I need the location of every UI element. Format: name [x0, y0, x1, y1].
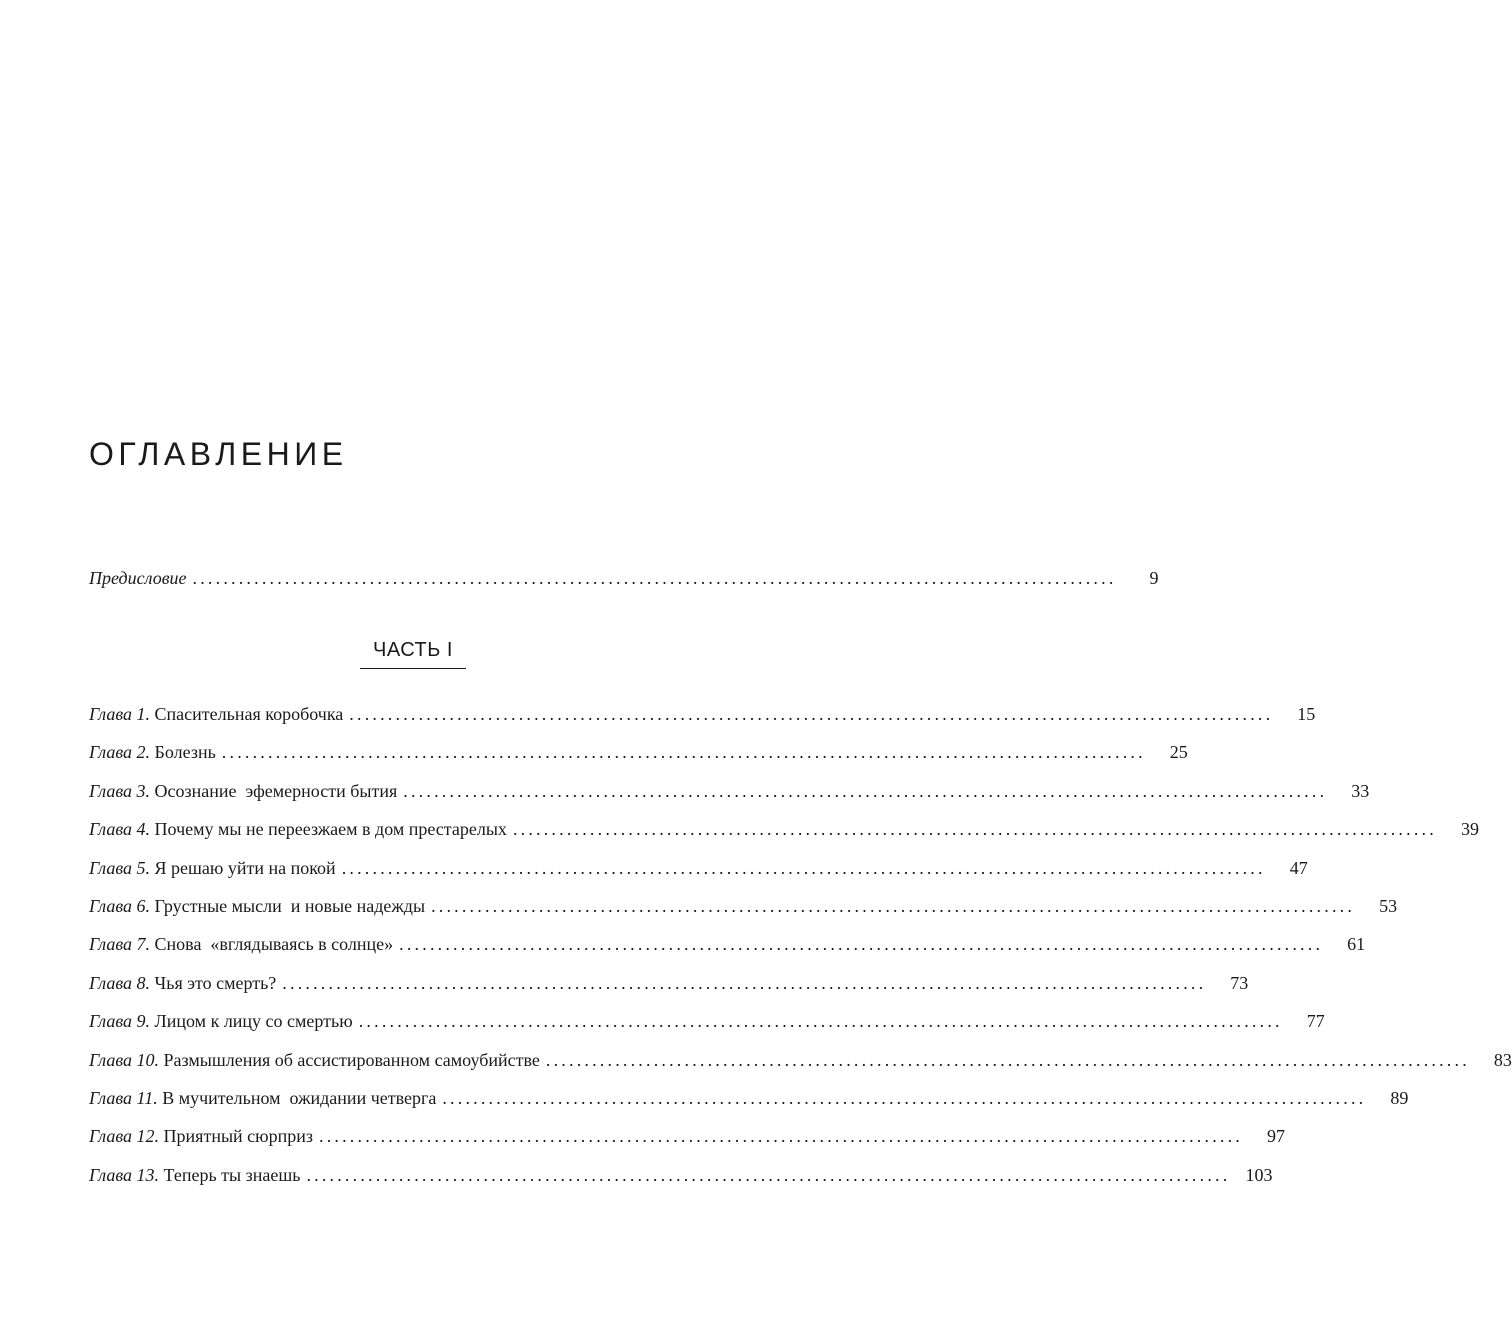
page-number: 33 — [1351, 781, 1370, 801]
page-number: 9 — [1149, 568, 1159, 588]
page-number: 61 — [1347, 934, 1366, 954]
preface-label: Предисловие — [89, 568, 187, 588]
chapter-prefix: Глава 11. — [89, 1088, 158, 1108]
dot-leader: ........................................................................................................................ — [192, 568, 1117, 588]
dot-leader: ........................................................................................................................ — [349, 704, 1274, 724]
toc-entry-chapter[interactable] — [89, 970, 1249, 996]
page-number: 97 — [1267, 1126, 1285, 1146]
chapter-prefix: Глава 12. — [89, 1126, 160, 1146]
dot-leader: ........................................................................................................................ — [403, 781, 1328, 801]
page-number: 39 — [1460, 819, 1479, 839]
toc-entry-chapter[interactable] — [89, 1008, 1325, 1034]
chapter-prefix: Глава 8. — [89, 973, 151, 993]
page-number: 73 — [1230, 973, 1249, 993]
page-number: 53 — [1379, 896, 1398, 916]
chapter-title: Грустные мысли и новые надежды — [154, 896, 426, 916]
dot-leader: ........................................................................................................................ — [512, 819, 1437, 839]
chapter-prefix: Глава 7. — [89, 934, 151, 954]
part-heading: ЧАСТЬ I — [360, 636, 466, 669]
toc-entry-preface[interactable] — [89, 565, 1159, 591]
toc-entry-chapter[interactable] — [89, 1085, 1409, 1111]
chapter-prefix: Глава 10. — [89, 1050, 160, 1070]
toc-entry-chapter[interactable] — [89, 701, 1316, 727]
chapter-title: В мучительном ожидании четверга — [162, 1088, 437, 1108]
chapter-title: Спасительная коробочка — [154, 704, 344, 724]
toc-entry-chapter[interactable] — [89, 816, 1479, 842]
page-number: 77 — [1306, 1011, 1325, 1031]
page-number: 89 — [1390, 1088, 1409, 1108]
chapter-title: Размышления об ассистированном самоубийстве — [163, 1050, 540, 1070]
chapter-title: Я решаю уйти на покой — [154, 858, 336, 878]
chapter-prefix: Глава 2. — [89, 742, 151, 762]
dot-leader: ........................................................................................................................ — [341, 858, 1266, 878]
dot-leader: ........................................................................................................................ — [399, 934, 1324, 954]
chapter-title: Почему мы не переезжаем в дом престарелых — [154, 819, 507, 839]
toc-entry-chapter[interactable] — [89, 1123, 1285, 1149]
toc-entry-chapter[interactable] — [89, 855, 1308, 881]
page-number: 103 — [1245, 1165, 1273, 1185]
toc-entry-chapter[interactable] — [89, 1047, 1512, 1073]
chapter-prefix: Глава 5. — [89, 858, 151, 878]
dot-leader: ........................................................................................................................ — [282, 973, 1207, 993]
chapter-title: Чья это смерть? — [154, 973, 277, 993]
chapter-title: Осознание эфемерности бытия — [154, 781, 398, 801]
chapter-prefix: Глава 6. — [89, 896, 151, 916]
chapter-prefix: Глава 1. — [89, 704, 151, 724]
dot-leader: ........................................................................................................................ — [319, 1126, 1243, 1146]
toc-entry-chapter[interactable] — [89, 778, 1370, 804]
chapter-prefix: Глава 13. — [89, 1165, 160, 1185]
chapter-title: Приятный сюрприз — [163, 1126, 313, 1146]
dot-leader: ........................................................................................................................ — [221, 742, 1146, 762]
chapter-prefix: Глава 9. — [89, 1011, 151, 1031]
dot-leader: ........................................................................................................................ — [442, 1088, 1367, 1108]
dot-leader: ........................................................................................................................ — [545, 1050, 1470, 1070]
dot-leader: ........................................................................................................................ — [358, 1011, 1283, 1031]
page-number: 83 — [1493, 1050, 1512, 1070]
page-number: 25 — [1169, 742, 1188, 762]
toc-entry-chapter[interactable] — [89, 739, 1188, 765]
dot-leader: ........................................................................................................................ — [306, 1165, 1231, 1185]
chapter-title: Болезнь — [154, 742, 216, 762]
toc-entry-chapter[interactable] — [89, 893, 1398, 919]
page-number: 15 — [1297, 704, 1316, 724]
page-title: ОГЛАВЛЕНИЕ — [89, 436, 348, 472]
dot-leader: ........................................................................................................................ — [431, 896, 1356, 916]
chapter-title: Снова «вглядываясь в солнце» — [154, 934, 394, 954]
chapter-prefix: Глава 4. — [89, 819, 151, 839]
chapter-title: Теперь ты знаешь — [163, 1165, 301, 1185]
chapter-prefix: Глава 3. — [89, 781, 151, 801]
chapter-title: Лицом к лицу со смертью — [154, 1011, 353, 1031]
toc-entry-chapter[interactable] — [89, 1162, 1273, 1188]
toc-entry-chapter[interactable] — [89, 931, 1366, 957]
page-number: 47 — [1289, 858, 1308, 878]
